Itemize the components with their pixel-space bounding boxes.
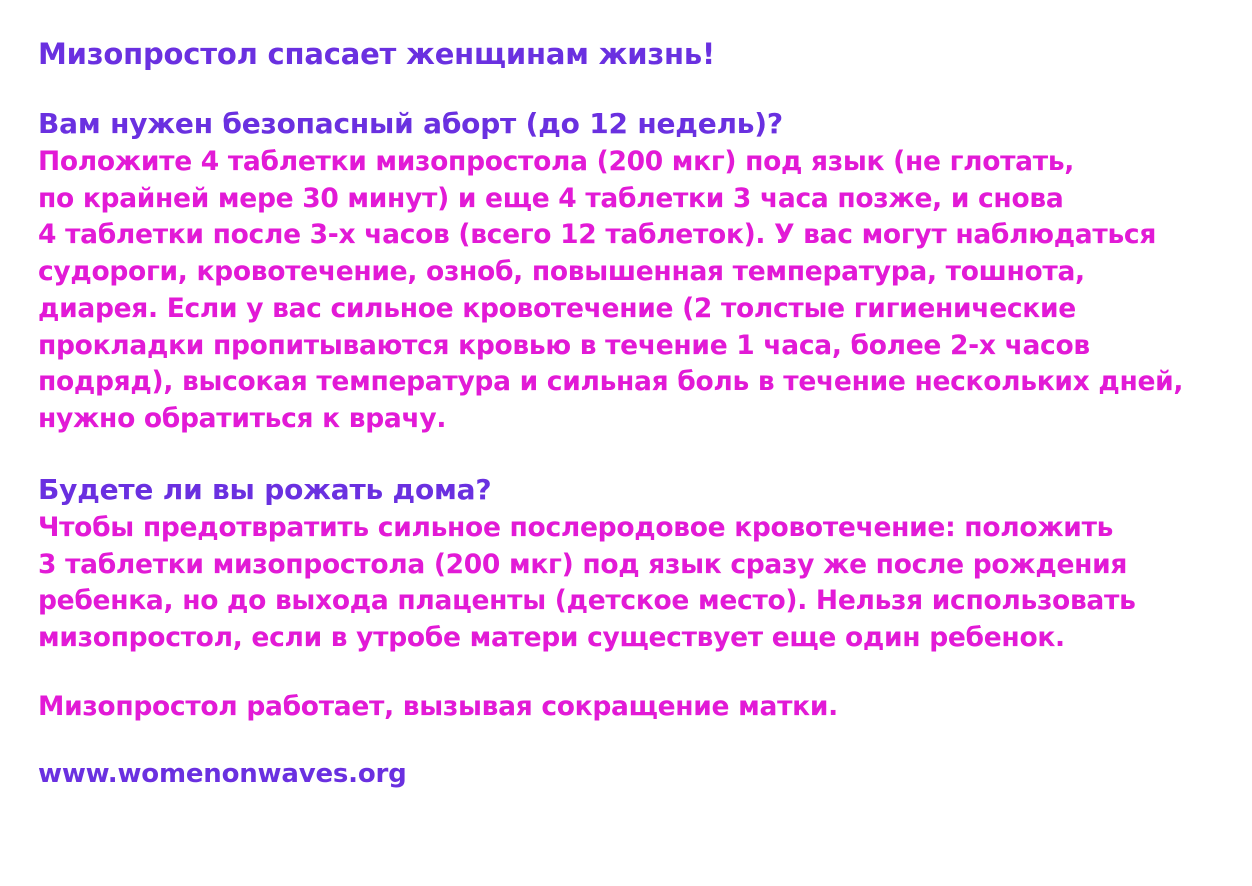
body-line: 4 таблетки после 3-х часов (всего 12 таблеток). У вас могут наблюдаться <box>38 219 1157 251</box>
spacer <box>38 725 1214 759</box>
body-line: нужно обратиться к врачу. <box>38 402 447 434</box>
body-line: мизопростол, если в утробе матери существует еще один ребенок. <box>38 622 1065 654</box>
body-line: по крайней мере 30 минут) и еще 4 таблетки 3 часа позже, и снова <box>38 182 1064 214</box>
body-line: прокладки пропитываются кровью в течение 1 часа, более 2-х часов <box>38 329 1090 361</box>
section-body-home-birth <box>38 510 1214 657</box>
spacer <box>38 657 1214 689</box>
body-line: диарея. Если у вас сильное кровотечение (2 толстые гигиенические <box>38 292 1076 324</box>
body-line: Положите 4 таблетки мизопростола (200 мкг) под язык (не глотать, <box>38 146 1075 178</box>
body-line: Чтобы предотвратить сильное послеродовое кровотечение: положить <box>38 511 1114 543</box>
body-line: 3 таблетки мизопростола (200 мкг) под язык сразу же после рождения <box>38 548 1128 580</box>
spacer <box>38 74 1214 106</box>
section-body-safe-abortion <box>38 144 1214 438</box>
website-link[interactable]: www.womenonwaves.org <box>38 759 407 790</box>
section-heading-home-birth: Будете ли вы рожать дома? <box>38 472 492 506</box>
page-title: Мизопростол спасает женщинам жизнь! <box>38 37 716 71</box>
body-line: подряд), высокая температура и сильная боль в течение нескольких дней, <box>38 366 1184 398</box>
spacer <box>38 438 1214 472</box>
closing-note: Мизопростол работает, вызывая сокращение матки. <box>38 690 838 722</box>
body-line: судороги, кровотечение, озноб, повышенная температура, тошнота, <box>38 256 1085 288</box>
body-line: ребенка, но до выхода плаценты (детское место). Нельзя использовать <box>38 585 1136 617</box>
section-heading-safe-abortion: Вам нужен безопасный аборт (до 12 недель)? <box>38 106 783 140</box>
